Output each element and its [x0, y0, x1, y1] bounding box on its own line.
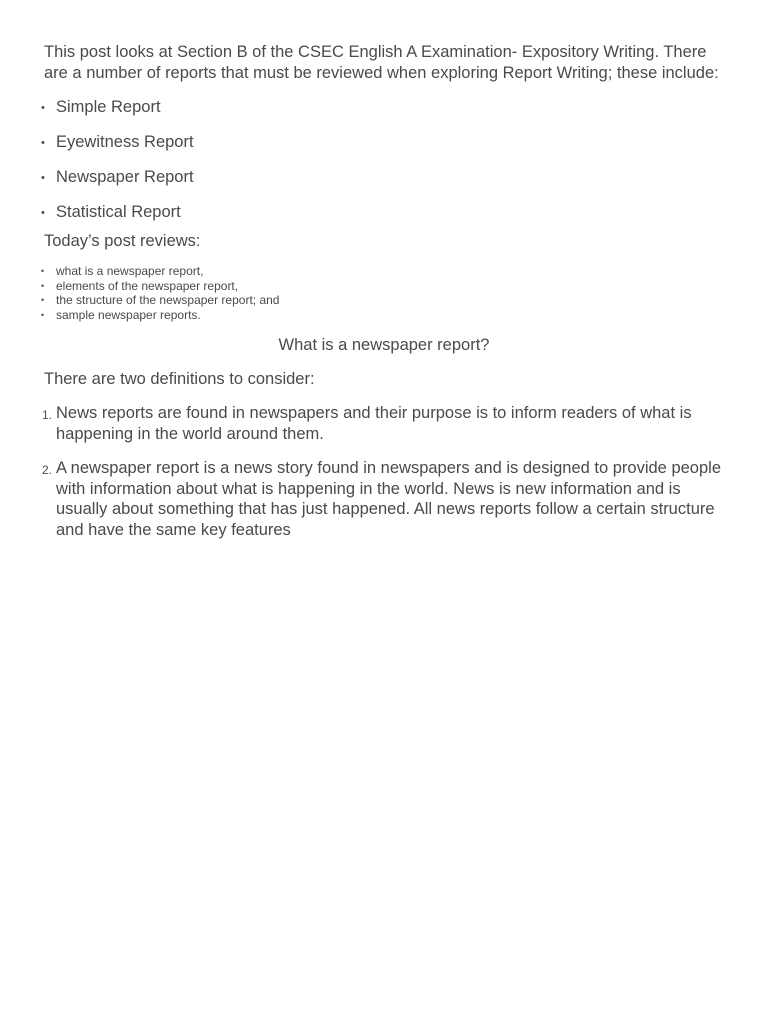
list-item: • Newspaper Report — [44, 167, 724, 187]
post-topics-list — [44, 264, 724, 322]
definitions-list — [44, 403, 724, 540]
definition-number: 1. — [42, 408, 53, 422]
list-item: • the structure of the newspaper report; and — [44, 293, 724, 308]
intro-paragraph: This post looks at Section B of the CSEC English A Examination- Expository Writing. There are a number of reports that must be reviewed when exploring Report Writing; these include: — [44, 43, 719, 82]
list-item: • what is a newspaper report, — [44, 264, 724, 279]
definition-item — [44, 458, 724, 540]
list-item: • Eyewitness Report — [44, 132, 724, 152]
definitions-intro: There are two definitions to consider: — [44, 370, 315, 388]
definition-text: A newspaper report is a news story found in newspapers and is designed to provide people with information about what is happening in the world. News is new information and is usually about something that has just happened. All news reports follow a certain structure and have the same key features — [56, 459, 721, 539]
post-reviews-heading: Today’s post reviews: — [44, 232, 201, 250]
definition-item — [44, 403, 724, 444]
report-types-list — [44, 97, 724, 222]
list-item: • elements of the newspaper report, — [44, 279, 724, 294]
definition-text: News reports are found in newspapers and their purpose is to inform readers of what is happening in the world around them. — [56, 404, 692, 443]
list-item: • Statistical Report — [44, 202, 724, 222]
list-item: • Simple Report — [44, 97, 724, 117]
section-heading: What is a newspaper report? — [278, 336, 490, 354]
list-item: • sample newspaper reports. — [44, 308, 724, 323]
definition-number: 2. — [42, 463, 53, 477]
